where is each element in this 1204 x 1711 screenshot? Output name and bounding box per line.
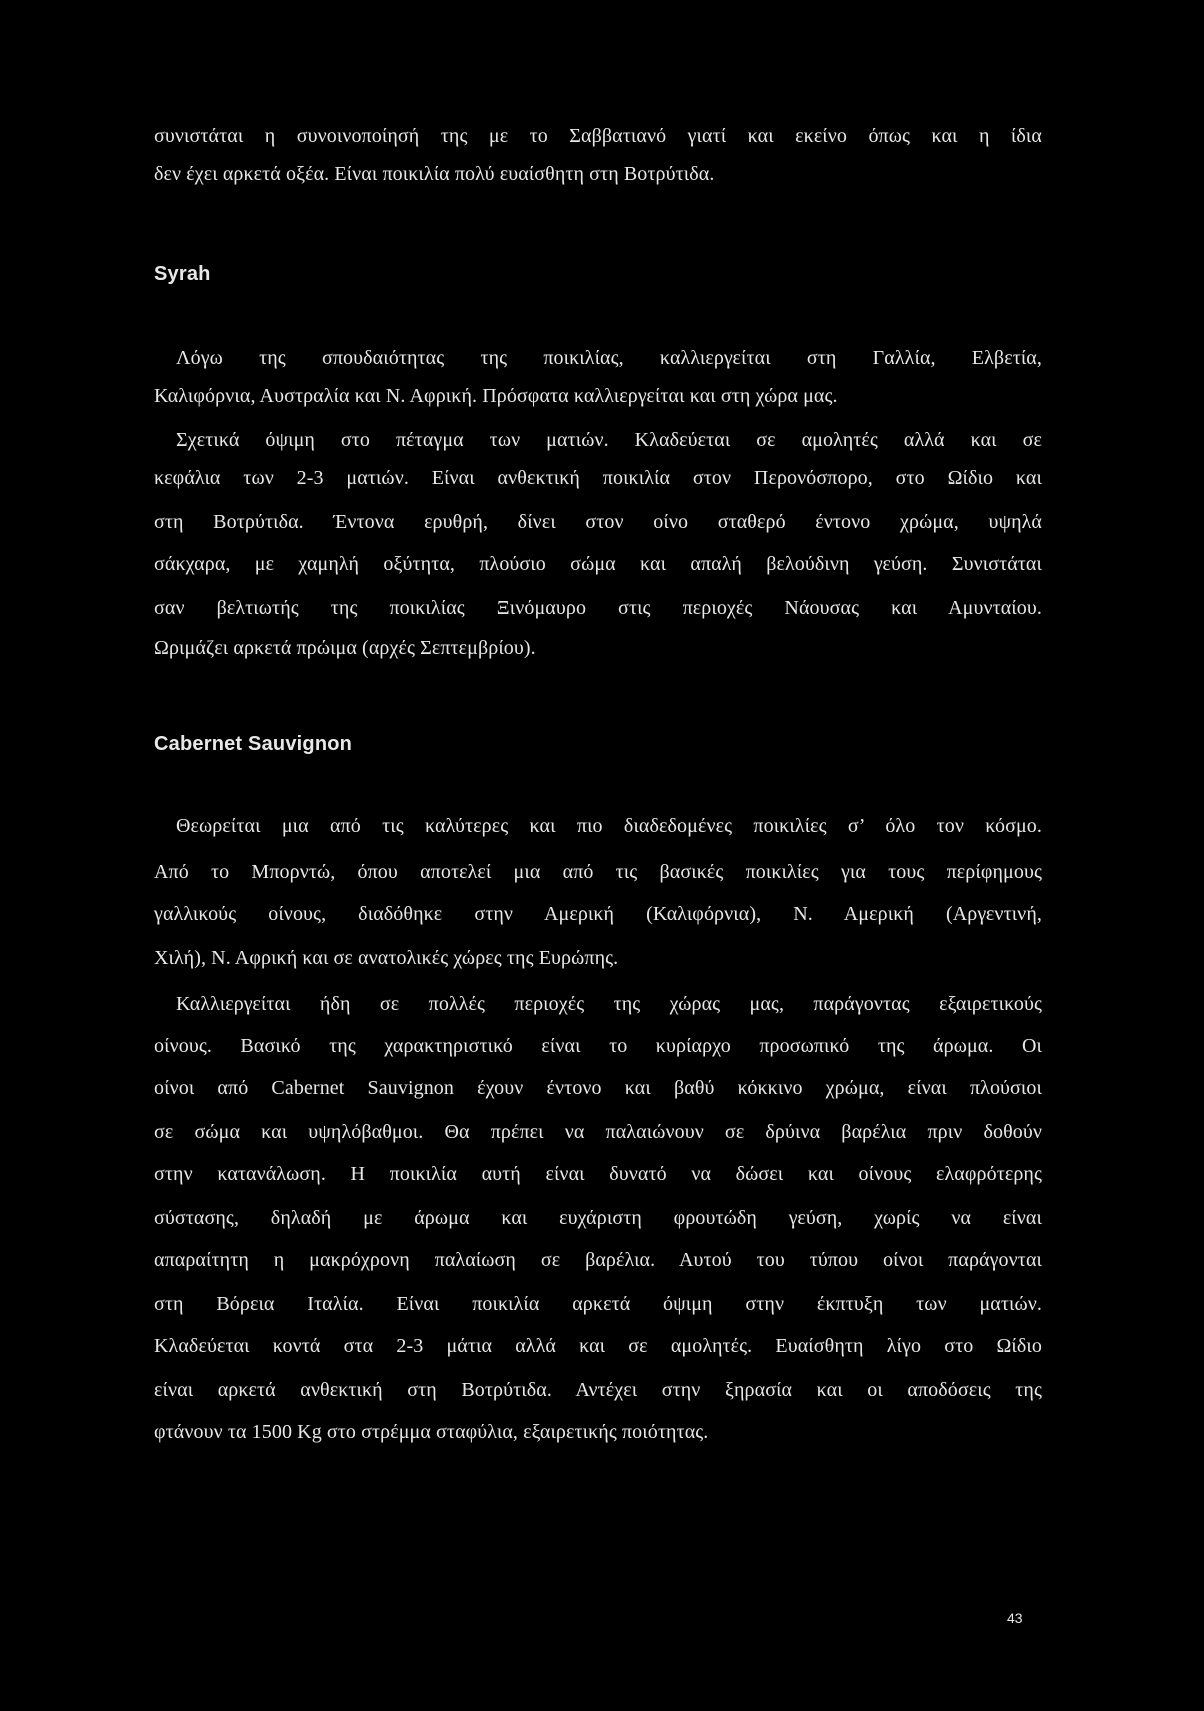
cabernet-line: σε σώμα και υψηλόβαθμοι. Θα πρέπει να παλαιώνουν σε δρύινα βαρέλια πριν δοθούν bbox=[154, 1121, 1042, 1143]
cabernet-line: στη Βόρεια Ιταλία. Είναι ποικιλία αρκετά όψιμη στην έκπτυξη των ματιών. bbox=[154, 1293, 1042, 1315]
cabernet-line: οίνους. Βασικό της χαρακτηριστικό είναι το κυρίαρχο προσωπικό της άρωμα. Οι bbox=[154, 1035, 1042, 1057]
intro-line: συνιστάται η συνοινοποίησή της με το Σαββατιανό γιατί και εκείνο όπως και η ίδια bbox=[154, 125, 1042, 147]
syrah-line: κεφάλια των 2-3 ματιών. Είναι ανθεκτική ποικιλία στον Περονόσπορο, στο Ωίδιο και bbox=[154, 467, 1042, 489]
cabernet-line: Καλλιεργείται ήδη σε πολλές περιοχές της χώρας μας, παράγοντας εξαιρετικούς bbox=[176, 993, 1042, 1015]
syrah-line: Ωριμάζει αρκετά πρώιμα (αρχές Σεπτεμβρίου). bbox=[154, 637, 536, 659]
cabernet-line: σύστασης, δηλαδή με άρωμα και ευχάριστη φρουτώδη γεύση, χωρίς να είναι bbox=[154, 1207, 1042, 1229]
syrah-line: Λόγω της σπουδαιότητας της ποικιλίας, καλλιεργείται στη Γαλλία, Ελβετία, bbox=[176, 347, 1042, 369]
syrah-line: στη Βοτρύτιδα. Έντονα ερυθρή, δίνει στον οίνο σταθερό έντονο χρώμα, υψηλά bbox=[154, 511, 1042, 533]
section-heading-cabernet-sauvignon: Cabernet Sauvignon bbox=[154, 733, 353, 755]
cabernet-line: στην κατανάλωση. Η ποικιλία αυτή είναι δυνατό να δώσει και οίνους ελαφρότερης bbox=[154, 1163, 1042, 1185]
section-heading-syrah: Syrah bbox=[154, 263, 211, 285]
intro-line: δεν έχει αρκετά οξέα. Είναι ποικιλία πολύ ευαίσθητη στη Βοτρύτιδα. bbox=[154, 163, 715, 185]
page-number: 43 bbox=[1007, 1610, 1023, 1626]
cabernet-line: γαλλικούς οίνους, διαδόθηκε στην Αμερική (Καλιφόρνια), Ν. Αμερική (Αργεντινή, bbox=[154, 903, 1042, 925]
cabernet-line: Κλαδεύεται κοντά στα 2-3 μάτια αλλά και σε αμολητές. Ευαίσθητη λίγο στο Ωίδιο bbox=[154, 1335, 1042, 1357]
syrah-line: σάκχαρα, με χαμηλή οξύτητα, πλούσιο σώμα και απαλή βελούδινη γεύση. Συνιστάται bbox=[154, 553, 1042, 575]
cabernet-line: Θεωρείται μια από τις καλύτερες και πιο διαδεδομένες ποικιλίες σ’ όλο τον κόσμο. bbox=[176, 815, 1042, 837]
syrah-line: Σχετικά όψιμη στο πέταγμα των ματιών. Κλαδεύεται σε αμολητές αλλά και σε bbox=[176, 429, 1042, 451]
cabernet-line: είναι αρκετά ανθεκτική στη Βοτρύτιδα. Αντέχει στην ξηρασία και οι αποδόσεις της bbox=[154, 1379, 1042, 1401]
cabernet-line: φτάνουν τα 1500 Kg στο στρέμμα σταφύλια, εξαιρετικής ποιότητας. bbox=[154, 1421, 709, 1443]
cabernet-line: απαραίτητη η μακρόχρονη παλαίωση σε βαρέλια. Αυτού του τύπου οίνοι παράγονται bbox=[154, 1249, 1042, 1271]
cabernet-line: Χιλή), Ν. Αφρική και σε ανατολικές χώρες της Ευρώπης. bbox=[154, 947, 619, 969]
cabernet-line: Από το Μπορντώ, όπου αποτελεί μια από τις βασικές ποικιλίες για τους περίφημους bbox=[154, 861, 1042, 883]
syrah-line: σαν βελτιωτής της ποικιλίας Ξινόμαυρο στις περιοχές Νάουσας και Αμυνταίου. bbox=[154, 597, 1042, 619]
syrah-line: Καλιφόρνια, Αυστραλία και Ν. Αφρική. Πρόσφατα καλλιεργείται και στη χώρα μας. bbox=[154, 385, 838, 407]
cabernet-line: οίνοι από Cabernet Sauvignon έχουν έντονο και βαθύ κόκκινο χρώμα, είναι πλούσιοι bbox=[154, 1077, 1042, 1099]
